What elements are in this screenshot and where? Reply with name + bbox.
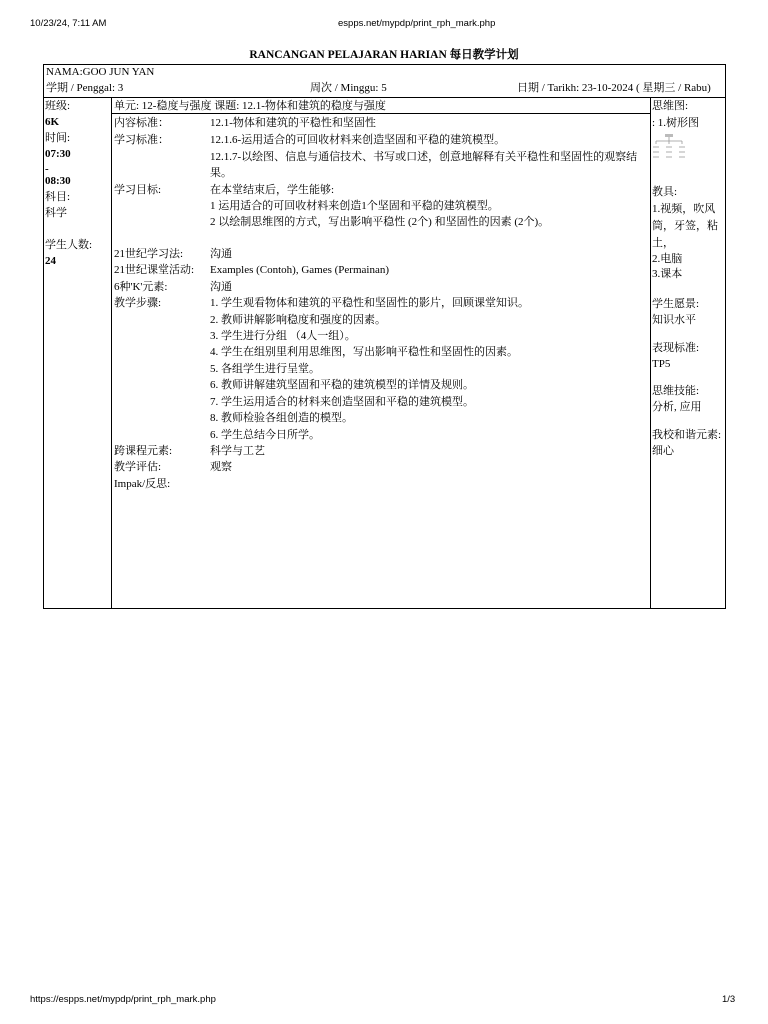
assessment-value: 观察 [210, 461, 232, 473]
teaching-aid-line: 土， [652, 237, 674, 249]
content-standard-label: 内容标准： [114, 117, 169, 129]
time-end: 08:30 [45, 175, 71, 187]
cross-curricular-value: 科学与工艺 [210, 445, 265, 457]
thinking-map-value: : 1.树形图 [652, 117, 700, 129]
step-item: 6. 教师讲解建筑坚固和平稳的建筑模型的详情及规则。 [210, 379, 474, 391]
step-item: 8. 教师检验各组创造的模型。 [210, 412, 353, 424]
tree-map-icon [652, 133, 686, 163]
k-element-value: 沟通 [210, 281, 232, 293]
students-label: 学生人数: [45, 239, 93, 251]
method-value: 沟通 [210, 248, 232, 260]
content-standard: 12.1-物体和建筑的平稳性和坚固性 [210, 117, 376, 129]
learning-standard-line: 12.1.6-运用适合的可回收材料来创造坚固和平稳的建筑模型。 [210, 134, 506, 146]
steps-label: 教学步骤: [114, 297, 162, 309]
print-footer-url: https://espps.net/mypdp/print_rph_mark.php [30, 994, 216, 1005]
students-count: 24 [45, 255, 56, 267]
print-datetime: 10/23/24, 7:11 AM [30, 18, 107, 29]
step-item: 7. 学生运用适合的材料来创造坚固和平稳的建筑模型。 [210, 396, 474, 408]
performance-standard-value: TP5 [652, 358, 671, 370]
class-label: 班级: [45, 100, 71, 112]
k-element-label: 6种'K'元素: [114, 281, 168, 293]
step-item: 1. 学生观看物体和建筑的平稳性和坚固性的影片，回顾课堂知识。 [210, 297, 529, 309]
step-item: 3. 学生进行分组 （4人一组）。 [210, 330, 356, 342]
class-value: 6K [45, 116, 60, 128]
unit-topic: 单元: 12-稳度与强度 课题: 12.1-物体和建筑的稳度与强度 [114, 100, 386, 112]
time-label: 时间: [45, 132, 71, 144]
reflection-label: Impak/反思: [114, 478, 171, 490]
method-label: 21世纪学习法: [114, 248, 184, 260]
objective-line: 1 运用适合的可回收材料来创造1个坚固和平稳的建筑模型。 [210, 200, 499, 212]
document-title: RANCANGAN PELAJARAN HARIAN 每日教学计划 [249, 49, 519, 61]
objective-label: 学习目标: [114, 184, 162, 196]
learning-standard-line: 12.1.7-以绘图、信息与通信技术、书写或口述，创意地解释有关平稳性和坚固性的观察结 [210, 151, 638, 163]
time-dash: - [45, 163, 49, 175]
performance-standard-label: 表现标准: [652, 342, 700, 354]
teaching-aids-label: 教具: [652, 186, 678, 198]
teaching-aid-line: 3.课本 [652, 268, 683, 280]
harmony-element-label: 我校和谐元素: [652, 429, 722, 441]
student-vision-label: 学生愿景: [652, 298, 700, 310]
thinking-skill-value: 分析, 应用 [652, 401, 702, 413]
student-vision-value: 知识水平 [652, 314, 696, 326]
teaching-aid-line: 2.电脑 [652, 253, 683, 265]
print-page-number: 1/3 [722, 994, 736, 1005]
teacher-name: NAMA:GOO JUN YAN [46, 66, 155, 78]
step-item: 6. 学生总结今日所学。 [210, 429, 320, 441]
objective-line: 在本堂结束后，学生能够: [210, 184, 335, 196]
harmony-element-value: 细心 [652, 445, 674, 457]
step-item: 4. 学生在组别里利用思维图，写出影响平稳性和坚固性的因素。 [210, 346, 518, 358]
time-start: 07:30 [45, 148, 71, 160]
date-field: 日期 / Tarikh: 23-10-2024 ( 星期三 / Rabu) [517, 82, 711, 94]
teaching-aid-line: 筒，牙签，粘 [652, 220, 718, 232]
term-field: 学期 / Penggal: 3 [46, 82, 124, 94]
activity-label: 21世纪课堂活动: [114, 264, 195, 276]
column-divider-right [650, 97, 651, 609]
step-item: 2. 教师讲解影响稳度和强度的因素。 [210, 314, 386, 326]
week-field: 周次 / Minggu: 5 [310, 82, 387, 94]
step-item: 5. 各组学生进行呈堂。 [210, 363, 320, 375]
subject-label: 科目: [45, 191, 71, 203]
objective-line: 2 以绘制思维图的方式，写出影响平稳性 (2个) 和坚固性的因素 (2个)。 [210, 216, 550, 228]
thinking-skill-label: 思维技能: [652, 385, 700, 397]
print-page-title: espps.net/mypdp/print_rph_mark.php [338, 18, 496, 29]
learning-standard-line: 果。 [210, 167, 232, 179]
learning-standard-label: 学习标准： [114, 134, 169, 146]
column-divider-left [111, 97, 112, 609]
thinking-map-label: 思维图: [652, 100, 689, 112]
assessment-label: 教学评估: [114, 461, 162, 473]
subject-value: 科学 [45, 207, 67, 219]
activity-value: Examples (Contoh), Games (Permainan) [210, 264, 390, 276]
teaching-aid-line: 1.视频，吹风 [652, 203, 716, 215]
cross-curricular-label: 跨课程元素: [114, 445, 173, 457]
